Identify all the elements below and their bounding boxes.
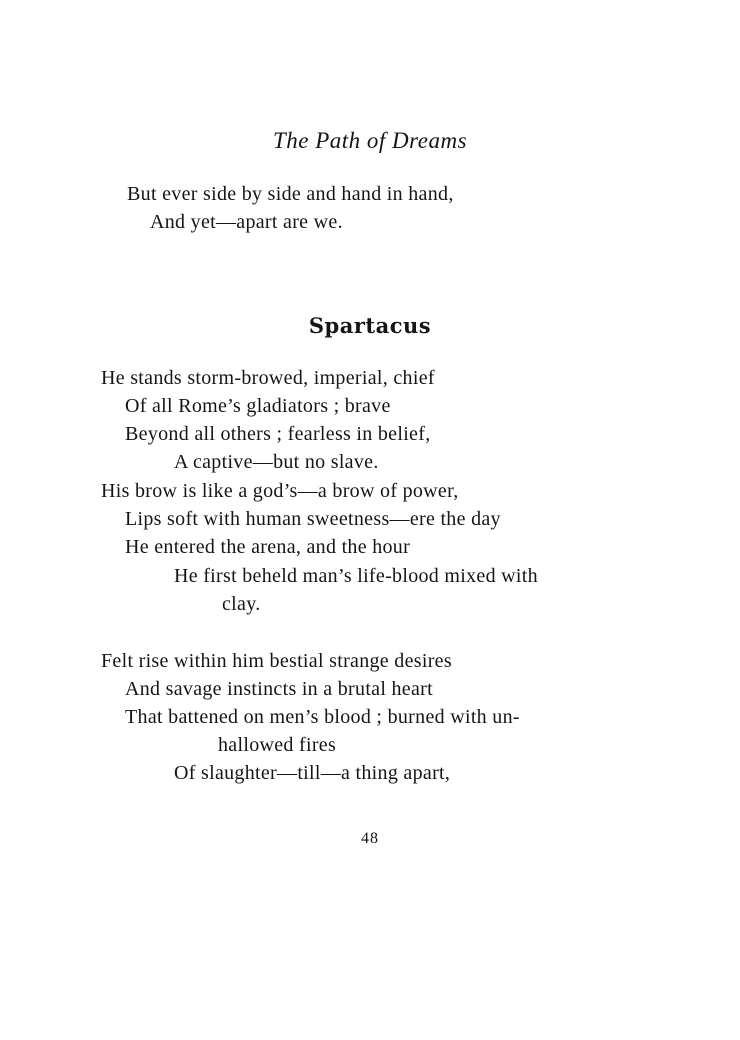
verse-line: Felt rise within him bestial strange desires [101, 650, 452, 672]
poem-title: Spartacus [308, 313, 432, 338]
verse-line: Lips soft with human sweetness—ere the day [125, 508, 501, 530]
verse-line: He first beheld man’s life-blood mixed with [174, 565, 538, 587]
verse-line: A captive—but no slave. [174, 451, 379, 473]
verse-line: hallowed fires [218, 734, 337, 756]
verse-line: His brow is like a god’s—a brow of power, [101, 480, 459, 502]
verse-line: He entered the arena, and the hour [125, 536, 411, 558]
verse-line: But ever side by side and hand in hand, [127, 183, 454, 205]
verse-line: He stands storm-browed, imperial, chief [101, 367, 435, 389]
verse-line: And yet—apart are we. [150, 211, 343, 233]
running-head: The Path of Dreams [272, 128, 468, 153]
verse-line: Of slaughter—till—a thing apart, [174, 762, 451, 784]
page-number: 48 [361, 830, 379, 847]
verse-line: And savage instincts in a brutal heart [125, 678, 433, 700]
verse-line: clay. [222, 593, 261, 615]
verse-line: Beyond all others ; fearless in belief, [125, 423, 431, 445]
verse-line: That battened on men’s blood ; burned with un- [125, 706, 520, 728]
verse-line: Of all Rome’s gladiators ; brave [125, 395, 391, 417]
